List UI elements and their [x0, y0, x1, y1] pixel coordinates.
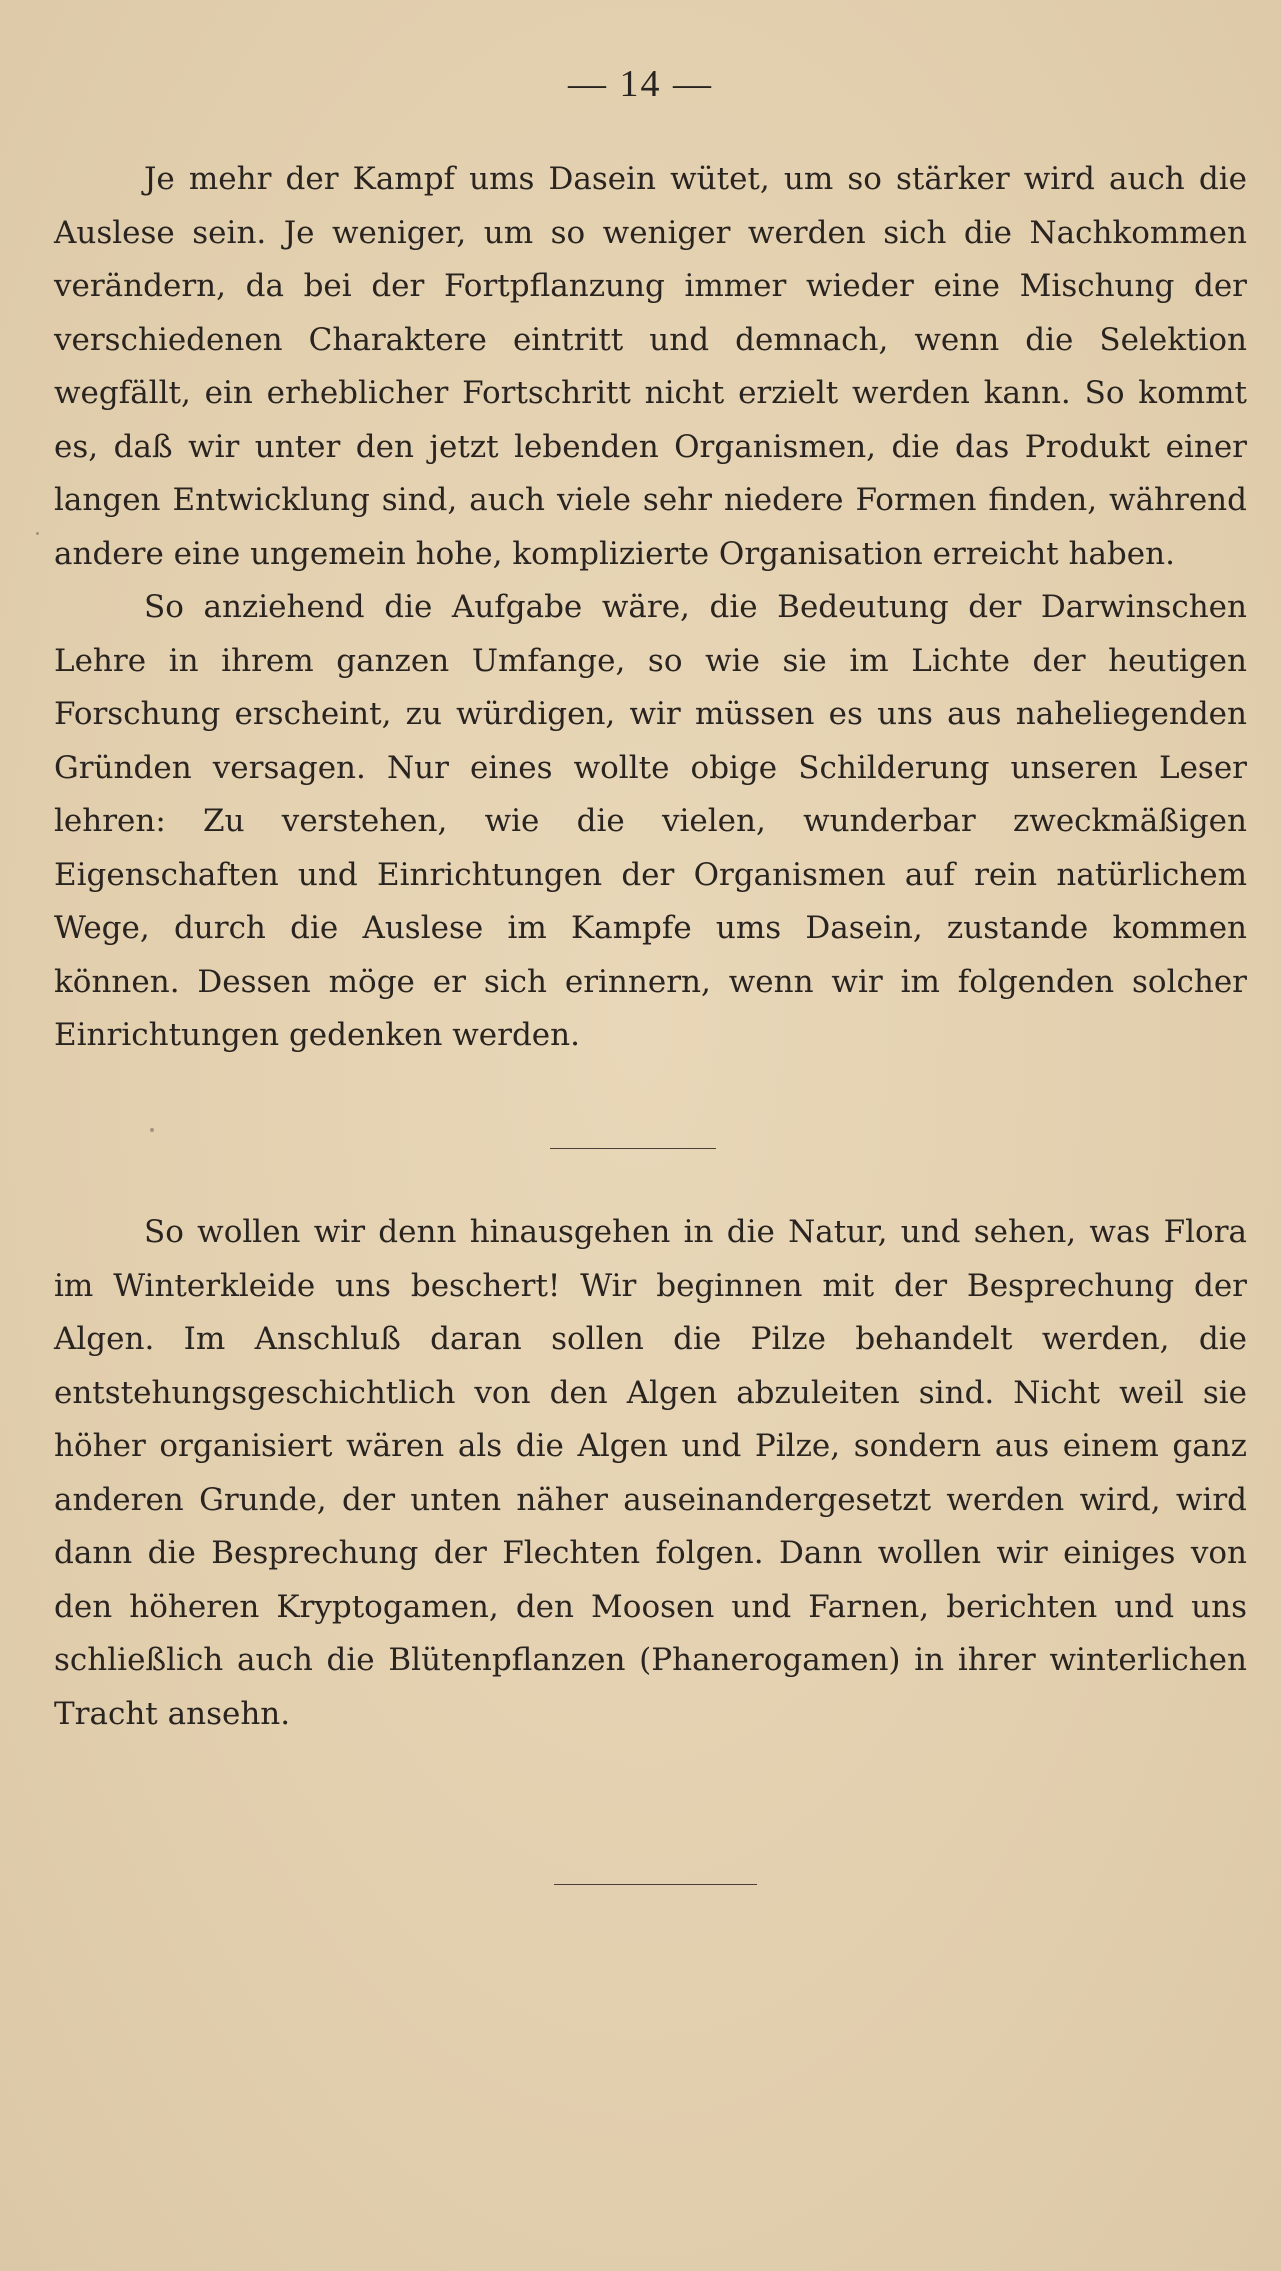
end-divider-rule: [554, 1884, 757, 1885]
page-number: — 14 —: [568, 63, 713, 105]
paragraph-darwin: So anziehend die Aufgabe wäre, die Bedeutung der Darwinschen Lehre in ihrem ganzen Umfange, so wie sie im Lichte der heutigen Forschung erscheint, zu würdigen, wir müssen es uns aus naheliegenden Gründen versagen. Nur eines wollte obige Schilderung unseren Leser lehren: Zu verstehen, wie die vielen, wunderbar zweckmäßigen Eigenschaften und Einrichtungen der Organismen auf rein natürlichem Wege, durch die Auslese im Kampfe ums Dasein, zustande kommen können. Dessen möge er sich erinnern, wenn wir im folgenden solcher Einrichtungen gedenken werden.: [54, 589, 1247, 1053]
text-section-1: [54, 153, 1247, 1063]
paper-speck: [150, 1128, 154, 1132]
paper-speck: [36, 532, 39, 535]
section-divider-rule: [550, 1148, 716, 1149]
text-section-2: [54, 1206, 1247, 1741]
paragraph-flora-winter: So wollen wir denn hinausgehen in die Natur, und sehen, was Flora im Winterkleide uns beschert! Wir beginnen mit der Besprechung der Algen. Im Anschluß daran sollen die Pilze behandelt werden, die entstehungsgeschichtlich von den Algen abzuleiten sind. Nicht weil sie höher organisiert wären als die Algen und Pilze, sondern aus einem ganz anderen Grunde, der unten näher auseinandergesetzt werden wird, wird dann die Besprechung der Flechten folgen. Dann wollen wir einiges von den höheren Kryptogamen, den Moosen und Farnen, berichten und uns schließlich auch die Blütenpflanzen (Phanerogamen) in ihrer winterlichen Tracht ansehn.: [54, 1214, 1247, 1732]
paragraph-selection: Je mehr der Kampf ums Dasein wütet, um so stärker wird auch die Auslese sein. Je weniger, um so weniger werden sich die Nachkommen verändern, da bei der Fortpflanzung immer wieder eine Mischung der verschiedenen Charaktere eintritt und demnach, wenn die Selektion wegfällt, ein erheblicher Fortschritt nicht erzielt werden kann. So kommt es, daß wir unter den jetzt lebenden Organismen, die das Produkt einer langen Entwicklung sind, auch viele sehr niedere Formen finden, während andere eine ungemein hohe, komplizierte Organisation erreicht haben.: [54, 161, 1247, 572]
